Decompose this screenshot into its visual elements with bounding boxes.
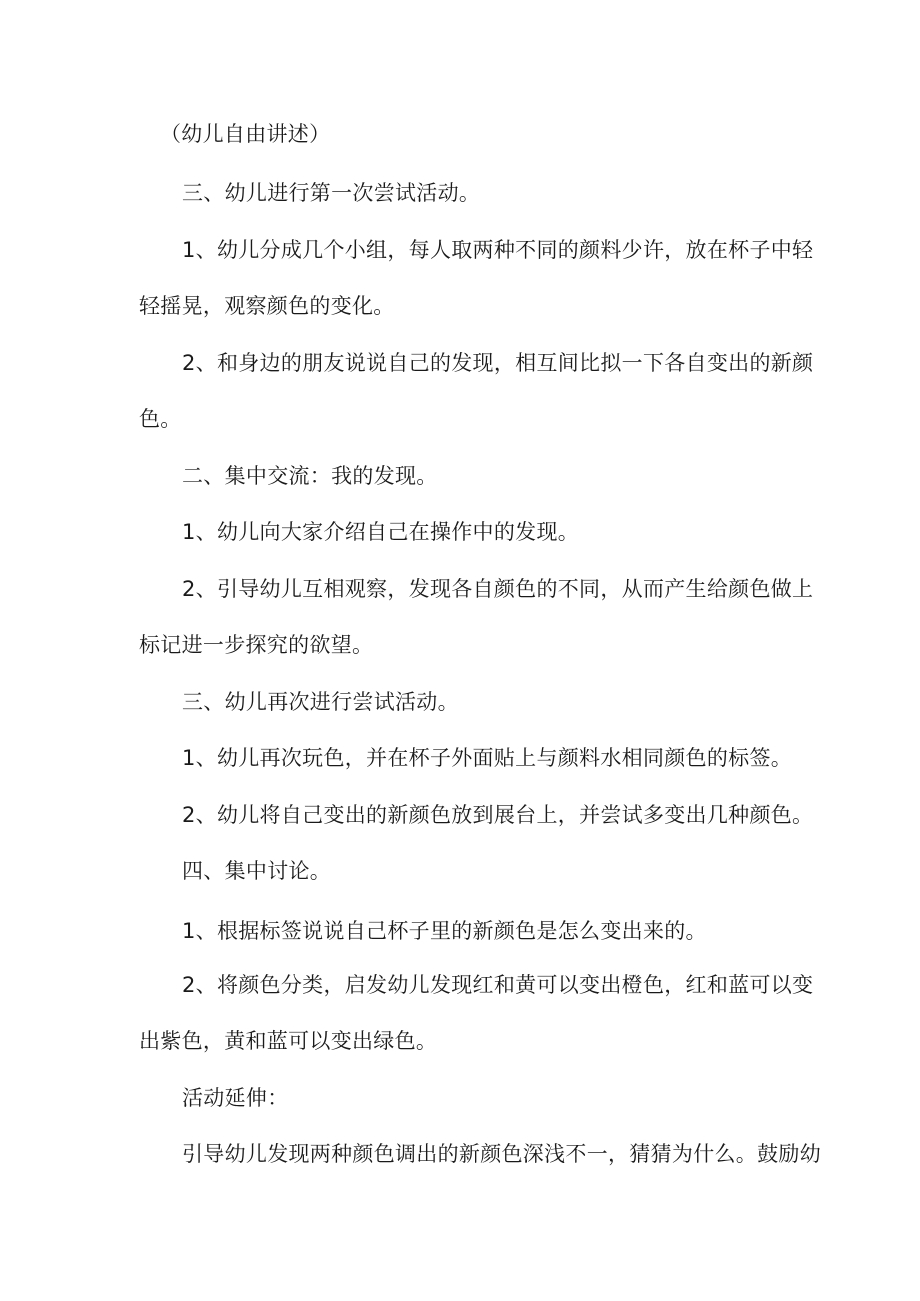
text-line-15: 1、根据标签说说自己杯子里的新颜色是怎么变出来的。	[182, 919, 707, 943]
text-line-5: 2、和身边的朋友说说自己的发现，相互间比拟一下各自变出的新颜	[182, 351, 814, 375]
text-line-10: 标记进一步探究的欲望。	[139, 633, 374, 657]
text-line-4: 轻摇晃，观察颜色的变化。	[139, 294, 395, 318]
text-line-16: 2、将颜色分类，启发幼儿发现红和黄可以变出橙色，红和蓝可以变	[182, 973, 814, 997]
text-line-12: 1、幼儿再次玩色，并在杯子外面贴上与颜料水相同颜色的标签。	[182, 746, 793, 770]
section-heading: 活动延伸：	[182, 1086, 289, 1110]
text-line-1: （幼儿自由讲述）	[160, 122, 331, 146]
text-line-17: 出紫色，黄和蓝可以变出绿色。	[139, 1029, 438, 1053]
section-heading: 三、幼儿再次进行尝试活动。	[182, 690, 459, 714]
text-line-9: 2、引导幼儿互相观察，发现各自颜色的不同，从而产生给颜色做上	[182, 577, 814, 601]
section-heading: 二、集中交流：我的发现。	[182, 464, 438, 488]
text-line-6: 色。	[139, 407, 182, 431]
section-heading: 三、幼儿进行第一次尝试活动。	[182, 181, 481, 205]
text-line-13: 2、幼儿将自己变出的新颜色放到展台上，并尝试多变出几种颜色。	[182, 803, 814, 827]
text-line-19: 引导幼儿发现两种颜色调出的新颜色深浅不一，猜猜为什么。鼓励幼	[182, 1142, 821, 1166]
text-line-3: 1、幼儿分成几个小组，每人取两种不同的颜料少许，放在杯子中轻	[182, 238, 814, 262]
text-line-8: 1、幼儿向大家介绍自己在操作中的发现。	[182, 520, 580, 544]
section-heading: 四、集中讨论。	[182, 859, 332, 883]
